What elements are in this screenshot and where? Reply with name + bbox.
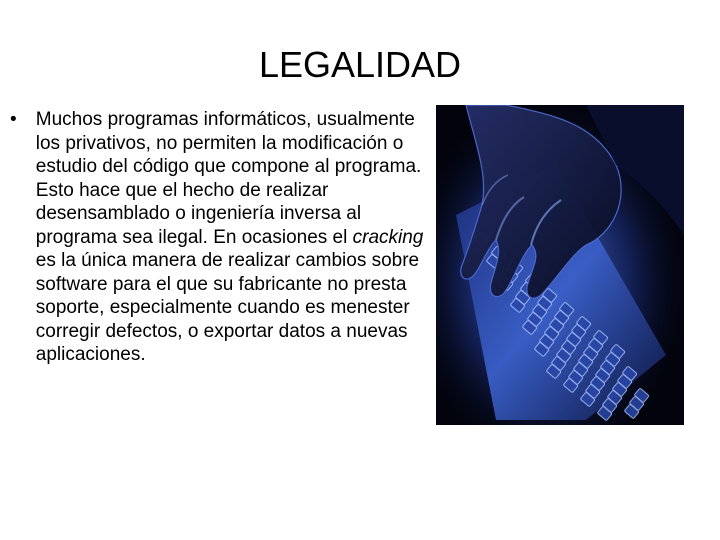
keyboard-photo bbox=[436, 105, 684, 425]
bullet-item bbox=[10, 108, 442, 367]
bullet-text-italic: cracking bbox=[352, 226, 424, 248]
bullet-text-part-1: Muchos programas informáticos, usualmente los privativos, no permiten la modificación o estudio del código que compone al programa. Esto hace que el hecho de realizar desensamblado o ingeniería inversa al programa sea ilegal. En ocasiones el bbox=[35, 109, 422, 248]
slide-title bbox=[0, 44, 720, 86]
slide-title-text: LEGALIDAD bbox=[258, 44, 462, 85]
bullet-text bbox=[36, 108, 442, 367]
bullet-marker: • bbox=[10, 109, 17, 130]
gloved-hand-keyboard-photo-icon bbox=[436, 105, 684, 425]
slide-body bbox=[10, 108, 442, 367]
bullet-text-part-2: es la única manera de realizar cambios sobre software para el que su fabricante no presta soporte, especialmente cuando es menester corregir defectos, o exportar datos a nuevas aplicaciones. bbox=[35, 250, 420, 365]
